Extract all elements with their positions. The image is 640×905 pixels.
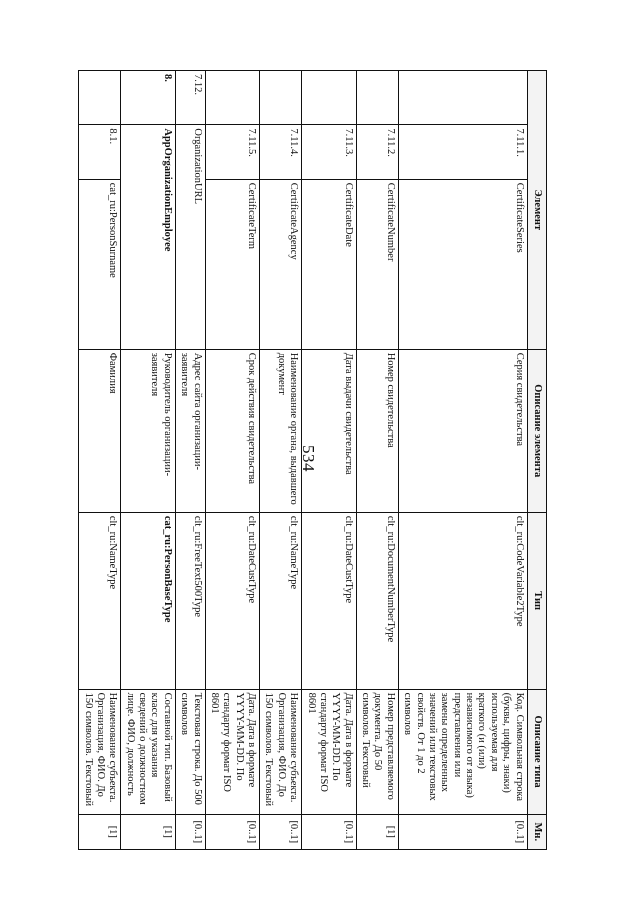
row-mult: [0..1] — [398, 814, 527, 849]
row-type-desc: Номер представляемого документа. До 50 символов. Текстовый — [356, 689, 398, 814]
header-element-desc: Описание элемента — [527, 349, 546, 512]
row-number: 7.11.1. — [398, 125, 527, 179]
row-element-desc: Наименование органа, выдавшего документ — [260, 349, 302, 512]
row-element: cat_ru:PersonSurname — [79, 179, 121, 349]
row-element: OrganizationURL — [175, 125, 205, 349]
row-type: clt_ru:CodeVariable2Type — [398, 512, 527, 689]
table-row — [205, 71, 260, 850]
row-element-desc: Срок действия свидетельства — [205, 349, 260, 512]
row-mult: [0..1] — [302, 814, 357, 849]
row-number: 7.11.4. — [260, 125, 302, 179]
header-type-desc: Описание типа — [527, 689, 546, 814]
row-mult: [0..1] — [260, 814, 302, 849]
row-type-desc: Наименование субъекта. Организация, ФИО. До 150 символов. Текстовый — [260, 689, 302, 814]
table-region — [82, 70, 640, 844]
indent-cell — [260, 71, 302, 125]
table-row — [302, 71, 357, 850]
row-element: CertificateDate — [302, 179, 357, 349]
table-header-row — [527, 71, 546, 850]
header-type: Тип — [527, 512, 546, 689]
row-type: cat_ru:PersonBaseType — [121, 512, 176, 689]
row-number: 7.11.2. — [356, 125, 398, 179]
indent-cell — [398, 71, 527, 125]
table-row — [121, 71, 176, 850]
row-mult: [1] — [79, 814, 121, 849]
row-type: clt_ru:DocumentNumberType — [356, 512, 398, 689]
row-element-desc: Руководитель организации-заявителя — [121, 349, 176, 512]
row-type-desc: Текстовая строка. До 500 символов — [175, 689, 205, 814]
row-element-desc: Адрес сайта организации-заявителя — [175, 349, 205, 512]
table-row — [79, 71, 121, 850]
row-mult: [0..1] — [205, 814, 260, 849]
row-type: clt_ru:DateCustType — [205, 512, 260, 689]
row-number: 7.12. — [175, 71, 205, 125]
row-element-desc: Фамилия — [79, 349, 121, 512]
indent-cell — [79, 71, 121, 125]
element-table — [78, 70, 547, 850]
row-number: 8.1. — [79, 125, 121, 179]
row-element: CertificateNumber — [356, 179, 398, 349]
row-type-desc: Дата. Дата в формате YYYY-MM-DD. По стандарту формат ISO 8601 — [205, 689, 260, 814]
row-number: 7.11.5. — [205, 125, 260, 179]
row-type-desc: Составной тип. Базовый класс для указания сведений о должностном лице. ФИО, должность — [121, 689, 176, 814]
indent-cell — [302, 71, 357, 125]
indent-cell — [356, 71, 398, 125]
row-element: CertificateAgency — [260, 179, 302, 349]
row-number: 7.11.3. — [302, 125, 357, 179]
header-element: Элемент — [527, 71, 546, 350]
header-mult: Мн. — [527, 814, 546, 849]
row-element: CertificateTerm — [205, 179, 260, 349]
row-element-desc: Серия свидетельства — [398, 349, 527, 512]
row-type: clt_ru:FreeText500Type — [175, 512, 205, 689]
indent-cell — [205, 71, 260, 125]
rotated-table-container — [82, 70, 547, 850]
row-type-desc: Код. Символьная строка (буквы, цифры, знаки) используемая для краткого (и (или) независимого от языка) представления или замены определенных значений или текстовых свойств. От 1 до 2 символов — [398, 689, 527, 814]
row-mult: [0..1] — [175, 814, 205, 849]
table-row — [175, 71, 205, 850]
row-type-desc: Наименование субъекта. Организация, ФИО. До 150 символов. Текстовый — [79, 689, 121, 814]
table-row — [356, 71, 398, 850]
row-number: 8. — [121, 71, 176, 125]
row-element-desc: Дата выдачи свидетельства — [302, 349, 357, 512]
table-row — [260, 71, 302, 850]
row-mult: [1] — [356, 814, 398, 849]
row-type: clt_ru:DateCustType — [302, 512, 357, 689]
table-row — [398, 71, 527, 850]
row-type: clt_ru:NameType — [79, 512, 121, 689]
row-element-desc: Номер свидетельства — [356, 349, 398, 512]
row-element: CertificateSeries — [398, 179, 527, 349]
row-mult: [1] — [121, 814, 176, 849]
row-type: clt_ru:NameType — [260, 512, 302, 689]
page-number: 534 — [299, 445, 318, 472]
row-element: AppOrganizationEmployee — [121, 125, 176, 349]
row-type-desc: Дата. Дата в формате YYYY-MM-DD. По стандарту формат ISO 8601 — [302, 689, 357, 814]
